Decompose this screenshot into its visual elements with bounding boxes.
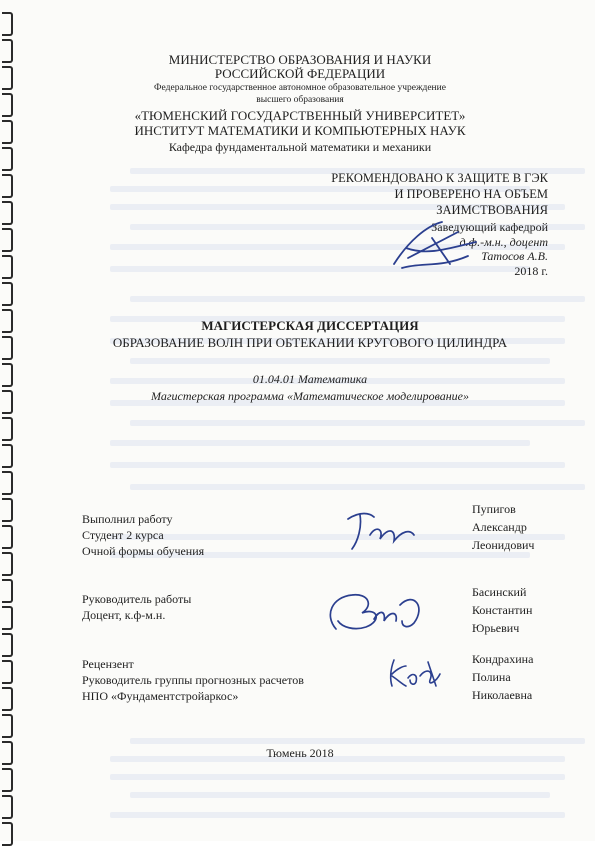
- bleed-line: [130, 738, 585, 744]
- supervisor-role-2: Доцент, к.ф-м.н.: [82, 608, 166, 622]
- binding-ring: [2, 147, 13, 171]
- institute-name: ИНСТИТУТ МАТЕМАТИКИ И КОМПЬЮТЕРНЫХ НАУК: [134, 123, 466, 138]
- reviewer-first-name: Полина: [472, 670, 511, 684]
- supervisor-patronymic: Юрьевич: [472, 621, 520, 635]
- student-role-2: Студент 2 курса: [82, 528, 164, 542]
- approval-head-name: Татосов А.В.: [481, 249, 548, 263]
- binding-ring: [2, 822, 13, 846]
- bleed-line: [110, 462, 565, 468]
- binding-ring: [2, 39, 13, 63]
- supervisor-surname: Басинский: [472, 585, 527, 599]
- supervisor-role-1: Руководитель работы: [82, 592, 192, 606]
- bleed-line: [110, 812, 565, 818]
- binding-ring: [2, 795, 13, 819]
- city-year: Тюмень 2018: [266, 746, 334, 760]
- bleed-line: [130, 792, 550, 798]
- binding-ring: [2, 444, 13, 468]
- approval-head-title: Заведующий кафедрой: [431, 220, 548, 234]
- approval-head-degree: д.ф.-м.н., доцент: [459, 235, 548, 249]
- binding-ring: [2, 390, 13, 414]
- reviewer-signature: [384, 652, 444, 692]
- reviewer-surname: Кондрахина: [472, 652, 534, 666]
- reviewer-role-1: Рецензент: [82, 657, 134, 671]
- approval-line-1: РЕКОМЕНДОВАНО К ЗАЩИТЕ В ГЭК: [331, 171, 548, 185]
- bleed-line: [110, 774, 565, 780]
- institution-type-2: высшего образования: [256, 95, 344, 105]
- reviewer-role-3: НПО «Фундаментстройаркос»: [82, 689, 239, 703]
- department-name: Кафедра фундаментальной математики и механики: [168, 140, 432, 154]
- approval-line-2: И ПРОВЕРЕНО НА ОБЪЕМ: [394, 187, 548, 201]
- binding-ring: [2, 201, 13, 225]
- ministry-line-1: МИНИСТЕРСТВО ОБРАЗОВАНИЯ И НАУКИ: [168, 52, 432, 67]
- binding-ring: [2, 633, 13, 657]
- student-patronymic: Леонидович: [472, 538, 535, 552]
- binding-ring: [2, 120, 13, 144]
- binding-ring: [2, 552, 13, 576]
- binding-ring: [2, 363, 13, 387]
- supervisor-first-name: Константин: [472, 603, 533, 617]
- reviewer-patronymic: Николаевна: [472, 688, 533, 702]
- spiral-binding: [0, 0, 22, 841]
- binding-ring: [2, 741, 13, 765]
- bleed-line: [130, 296, 585, 302]
- binding-ring: [2, 12, 13, 36]
- binding-ring: [2, 471, 13, 495]
- student-first-name: Александр: [472, 520, 527, 534]
- head-signature: [388, 212, 488, 274]
- binding-ring: [2, 255, 13, 279]
- ministry-line-2: РОССИЙСКОЙ ФЕДЕРАЦИИ: [214, 66, 386, 81]
- bleed-line: [110, 440, 530, 446]
- bleed-line: [130, 358, 550, 364]
- student-signature: [340, 505, 420, 555]
- thesis-title: ОБРАЗОВАНИЕ ВОЛН ПРИ ОБТЕКАНИИ КРУГОВОГО ЦИЛИНДРА: [112, 335, 508, 350]
- student-role-3: Очной формы обучения: [82, 544, 205, 558]
- bleed-line: [130, 420, 585, 426]
- binding-ring: [2, 228, 13, 252]
- master-program: Магистерская программа «Математическое моделирование»: [151, 389, 469, 403]
- thesis-type: МАГИСТЕРСКАЯ ДИССЕРТАЦИЯ: [201, 318, 419, 333]
- supervisor-signature: [318, 585, 428, 637]
- binding-ring: [2, 93, 13, 117]
- binding-ring: [2, 66, 13, 90]
- university-name: «ТЮМЕНСКИЙ ГОСУДАРСТВЕННЫЙ УНИВЕРСИТЕТ»: [134, 108, 466, 123]
- institution-type-1: Федеральное государственное автономное образовательное учреждение: [154, 83, 446, 93]
- binding-ring: [2, 525, 13, 549]
- binding-ring: [2, 282, 13, 306]
- bleed-line: [130, 484, 585, 490]
- binding-ring: [2, 606, 13, 630]
- student-role-1: Выполнил работу: [82, 512, 173, 526]
- binding-ring: [2, 309, 13, 333]
- binding-ring: [2, 579, 13, 603]
- approval-line-3: ЗАИМСТВОВАНИЯ: [436, 203, 548, 217]
- binding-ring: [2, 660, 13, 684]
- binding-ring: [2, 174, 13, 198]
- student-surname: Пупигов: [472, 502, 516, 516]
- binding-ring: [2, 768, 13, 792]
- binding-ring: [2, 687, 13, 711]
- binding-ring: [2, 498, 13, 522]
- binding-ring: [2, 714, 13, 738]
- binding-ring: [2, 336, 13, 360]
- speciality: 01.04.01 Математика: [252, 372, 368, 386]
- reviewer-role-2: Руководитель группы прогнозных расчетов: [82, 673, 304, 687]
- approval-year: 2018 г.: [514, 264, 548, 278]
- binding-ring: [2, 417, 13, 441]
